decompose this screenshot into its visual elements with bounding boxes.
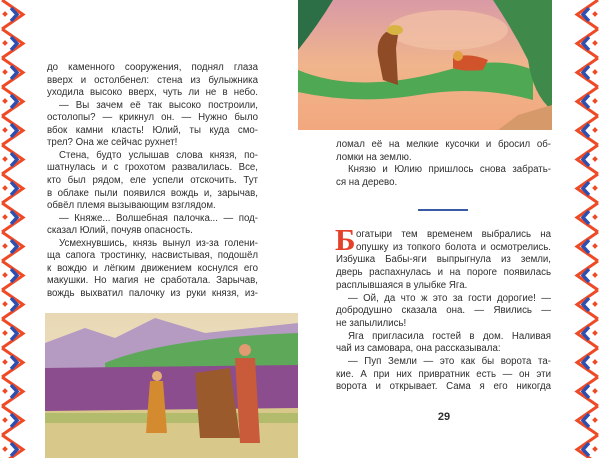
text-line: ломал её на мелкие кусочки и бросил об- xyxy=(336,139,551,150)
text-line: макушки. Но магия не сработала. Зарычав, xyxy=(47,275,258,287)
text-line: в облаке пыли появился вождь и, зарычав, xyxy=(47,187,258,199)
illustration-prince-and-tribe xyxy=(45,313,298,458)
text-line: — Ой, да что ж это за гости дорогие! — xyxy=(348,292,551,304)
drop-cap: Б xyxy=(335,222,356,257)
page-number: 29 xyxy=(437,411,451,423)
text-line: шатнулась и с грохотом развалилась. Все, xyxy=(47,162,258,174)
text-line: расплывшаяся в улыбке Яга. xyxy=(336,279,468,291)
text-line: Усмехнувшись, князь вынул из-за голени- xyxy=(59,237,258,249)
text-line: добродушно сказала она. — Явились — xyxy=(336,305,551,317)
text-line: кто был рядом, еле успели отскочить. Тут xyxy=(47,174,258,186)
text-line: — Пуп Земли — это как бы ворота та- xyxy=(348,356,551,367)
text-line: чай из самовара, она рассказывала: xyxy=(336,343,501,355)
text-line: кие. А при них привратник есть — он эти xyxy=(336,368,551,380)
section-divider xyxy=(418,209,468,211)
text-line: до каменного сооружения, поднял глаза xyxy=(47,62,258,73)
text-line: вверх и остолбенел: стена из булыжника xyxy=(47,74,258,86)
text-line: — Княже... Волшебная палочка... — под- xyxy=(59,212,258,224)
text-line: опушку из топкого болота и осмотрелись. xyxy=(356,241,551,253)
text-line: ворота и открывает. Сама я его никогда xyxy=(336,381,551,393)
text-line: сказал Юлий, почуяв опасность. xyxy=(47,225,193,237)
right-page-text-top xyxy=(336,138,551,190)
text-line: обвёл племя вызывающим взглядом. xyxy=(47,200,216,212)
text-line: дверь распахнулась и на пороге появилась xyxy=(336,267,551,279)
text-line: Яга пригласила гостей в дом. Наливая xyxy=(348,330,551,342)
text-line: ща сапога тростинку, насвистывая, подошёл xyxy=(47,250,258,262)
text-line: уходила высоко вверх, чуть ли не в небо. xyxy=(47,87,258,99)
text-line: Князю и Юлию пришлось снова забрать- xyxy=(348,164,551,176)
text-line: не запылились! xyxy=(336,317,407,329)
right-ornament-border xyxy=(570,0,600,458)
text-line: Стена, будто услышав слова князя, по- xyxy=(59,149,258,161)
text-line: ся на дерево. xyxy=(336,176,398,188)
right-page-text-bottom xyxy=(335,222,551,398)
text-line: вождь выхватил палочку из руки князя, из- xyxy=(47,287,258,299)
text-line: ломки на землю. xyxy=(336,151,412,163)
text-line: Избушка Бабы-яги выпрыгнула из земли, xyxy=(336,254,551,266)
left-ornament-border xyxy=(0,0,30,458)
text-line: трел? Она же сейчас рухнет! xyxy=(47,137,178,149)
text-line: — Вы зачем её так высоко построили, xyxy=(59,99,258,111)
text-line: остолопы? — крикнул он. — Нужно было xyxy=(47,112,258,124)
text-line: к вождю и лёгким движением коснулся его xyxy=(47,262,258,274)
illustration-horse-on-branch xyxy=(298,0,552,130)
text-line: вбок камни класть! Юлий, ты куда смо- xyxy=(47,124,258,136)
text-line: огатыри тем временем выбрались на xyxy=(356,229,551,240)
left-page-text xyxy=(47,61,258,301)
